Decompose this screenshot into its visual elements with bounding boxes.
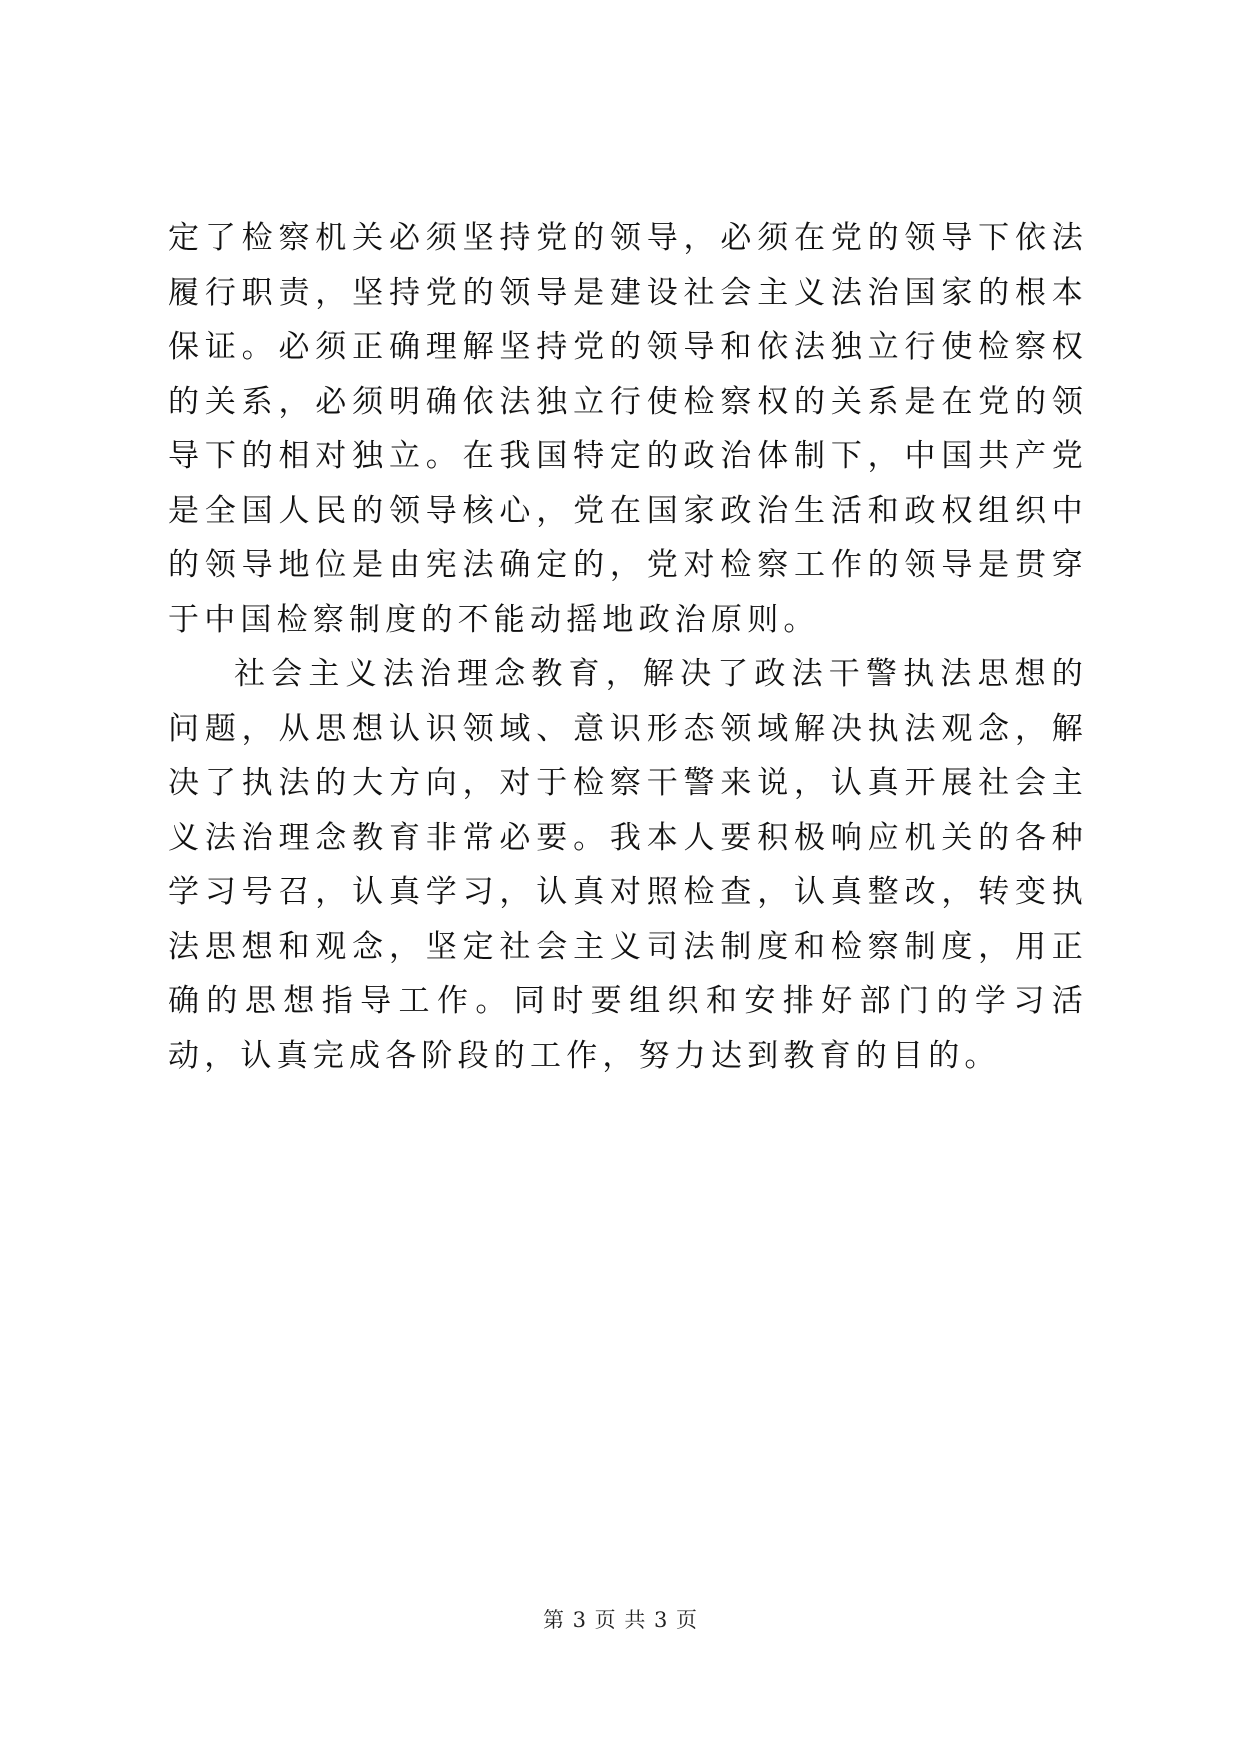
paragraph-2: 社会主义法治理念教育，解决了政法干警执法思想的问题，从思想认识领域、意识形态领域解决执法观念，解决了执法的大方向，对于检察干警来说，认真开展社会主义法治理念教育非常必要。我本人要积极响应机关的各种学习号召，认真学习，认真对照检查，认真整改，转变执法思想和观念，坚定社会主义司法制度和检察制度，用正确的思想指导工作。同时要组织和安排好部门的学习活动，认真完成各阶段的工作，努力达到教育的目的。: [168, 656, 1088, 1074]
document-body: [168, 211, 1088, 1083]
paragraph-1: 定了检察机关必须坚持党的领导，必须在党的领导下依法履行职责，坚持党的领导是建设社会主义法治国家的根本保证。必须正确理解坚持党的领导和依法独立行使检察权的关系，必须明确依法独立行使检察权的关系是在党的领导下的相对独立。在我国特定的政治体制下，中国共产党是全国人民的领导核心，党在国家政治生活和政权组织中的领导地位是由宪法确定的，党对检察工作的领导是贯穿于中国检察制度的不能动摇地政治原则。: [168, 220, 1088, 638]
page-number-footer: 第 3 页 共 3 页: [542, 1608, 699, 1632]
